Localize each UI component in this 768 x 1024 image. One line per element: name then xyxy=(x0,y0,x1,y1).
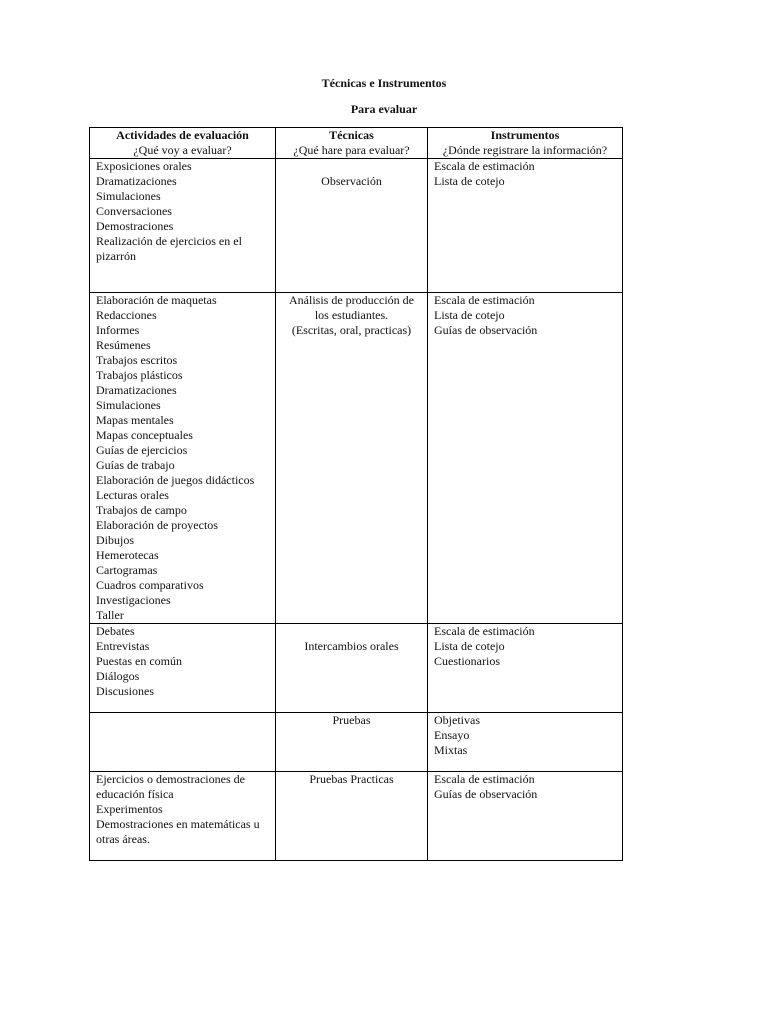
technique-text: Pruebas xyxy=(332,713,371,727)
instrument-item: Mixtas xyxy=(434,743,468,757)
header-instruments-title: Instrumentos xyxy=(490,128,560,142)
activity-item: Conversaciones xyxy=(96,204,172,218)
activity-item: Elaboración de juegos didácticos xyxy=(96,473,255,487)
instruments-cell xyxy=(428,713,623,772)
activity-item: Investigaciones xyxy=(96,593,171,607)
activities-cell xyxy=(90,293,276,624)
activities-cell xyxy=(90,772,276,861)
header-techniques-title: Técnicas xyxy=(329,128,374,142)
activity-item: Guías de ejercicios xyxy=(96,443,188,457)
activity-item: Taller xyxy=(96,608,124,622)
activity-item: educación física xyxy=(96,787,174,801)
activity-item: Hemerotecas xyxy=(96,548,159,562)
table-row xyxy=(90,713,623,772)
table-header-row xyxy=(90,128,623,159)
activity-item: pizarrón xyxy=(96,249,136,263)
activity-item: Dramatizaciones xyxy=(96,174,177,188)
activity-item: Trabajos escritos xyxy=(96,353,178,367)
instrument-item: Escala de estimación xyxy=(434,772,535,786)
activity-item: Entrevistas xyxy=(96,639,150,653)
instrument-item: Guías de observación xyxy=(434,787,538,801)
table-row xyxy=(90,159,623,293)
technique-text: Análisis de producción de xyxy=(289,293,414,307)
technique-text: Observación xyxy=(321,174,382,188)
activity-item: Mapas mentales xyxy=(96,413,174,427)
page-subtitle: Para evaluar xyxy=(350,102,418,116)
activity-item: Discusiones xyxy=(96,684,154,698)
table-row xyxy=(90,624,623,713)
activity-item: Ejercicios o demostraciones de xyxy=(96,772,245,786)
header-techniques xyxy=(276,128,428,159)
instrument-item: Escala de estimación xyxy=(434,159,535,173)
activity-item: Trabajos de campo xyxy=(96,503,187,517)
activity-item: Dramatizaciones xyxy=(96,383,177,397)
activity-item: Trabajos plásticos xyxy=(96,368,183,382)
page-title: Técnicas e Instrumentos xyxy=(321,76,447,90)
activity-item: Demostraciones xyxy=(96,219,174,233)
technique-text: (Escritas, oral, practicas) xyxy=(291,323,412,337)
instruments-cell xyxy=(428,772,623,861)
activity-item: Exposiciones orales xyxy=(96,159,192,173)
activity-item: Mapas conceptuales xyxy=(96,428,193,442)
instruments-cell xyxy=(428,293,623,624)
instrument-item: Objetivas xyxy=(434,713,480,727)
instrument-item: Escala de estimación xyxy=(434,293,535,307)
activity-item: Elaboración de proyectos xyxy=(96,518,218,532)
instrument-item: Lista de cotejo xyxy=(434,308,505,322)
instrument-item: Cuestionarios xyxy=(434,654,500,668)
header-instruments xyxy=(428,128,623,159)
instrument-item: Guías de observación xyxy=(434,323,538,337)
evaluation-table xyxy=(89,127,623,861)
activity-item: Realización de ejercicios en el xyxy=(96,234,242,248)
technique-cell xyxy=(276,713,428,772)
technique-text: Pruebas Practicas xyxy=(309,772,394,786)
activity-item: otras áreas. xyxy=(96,832,150,846)
activity-item: Simulaciones xyxy=(96,398,161,412)
technique-cell xyxy=(276,159,428,293)
table-row xyxy=(90,772,623,861)
activity-item: Informes xyxy=(96,323,140,337)
instruments-cell xyxy=(428,624,623,713)
header-activities xyxy=(90,128,276,159)
activity-item: Dibujos xyxy=(96,533,135,547)
header-activities-question: ¿Qué voy a evaluar? xyxy=(133,143,232,157)
activity-item: Puestas en común xyxy=(96,654,182,668)
activity-item: Cartogramas xyxy=(96,563,158,577)
technique-text: los estudiantes. xyxy=(314,308,389,322)
activities-cell xyxy=(90,159,276,293)
activity-item: Debates xyxy=(96,624,135,638)
activity-item: Simulaciones xyxy=(96,189,161,203)
activity-item: Diálogos xyxy=(96,669,140,683)
activity-item: Guías de trabajo xyxy=(96,458,175,472)
activities-cell xyxy=(90,624,276,713)
activity-item: Experimentos xyxy=(96,802,163,816)
instrument-item: Escala de estimación xyxy=(434,624,535,638)
header-instruments-question: ¿Dónde registrare la información? xyxy=(442,143,608,157)
instrument-item: Ensayo xyxy=(434,728,470,742)
instruments-cell xyxy=(428,159,623,293)
activity-item: Lecturas orales xyxy=(96,488,169,502)
activity-item: Redacciones xyxy=(96,308,157,322)
activities-cell xyxy=(90,713,276,772)
table-row xyxy=(90,293,623,624)
activity-item: Cuadros comparativos xyxy=(96,578,204,592)
header-activities-title: Actividades de evaluación xyxy=(116,128,249,142)
activity-item: Elaboración de maquetas xyxy=(96,293,217,307)
activity-item: Demostraciones en matemáticas u xyxy=(96,817,260,831)
technique-cell xyxy=(276,772,428,861)
instrument-item: Lista de cotejo xyxy=(434,174,505,188)
header-techniques-question: ¿Qué hare para evaluar? xyxy=(293,143,410,157)
technique-text: Intercambios orales xyxy=(304,639,399,653)
technique-cell xyxy=(276,293,428,624)
activity-item: Resúmenes xyxy=(96,338,151,352)
technique-cell xyxy=(276,624,428,713)
instrument-item: Lista de cotejo xyxy=(434,639,505,653)
